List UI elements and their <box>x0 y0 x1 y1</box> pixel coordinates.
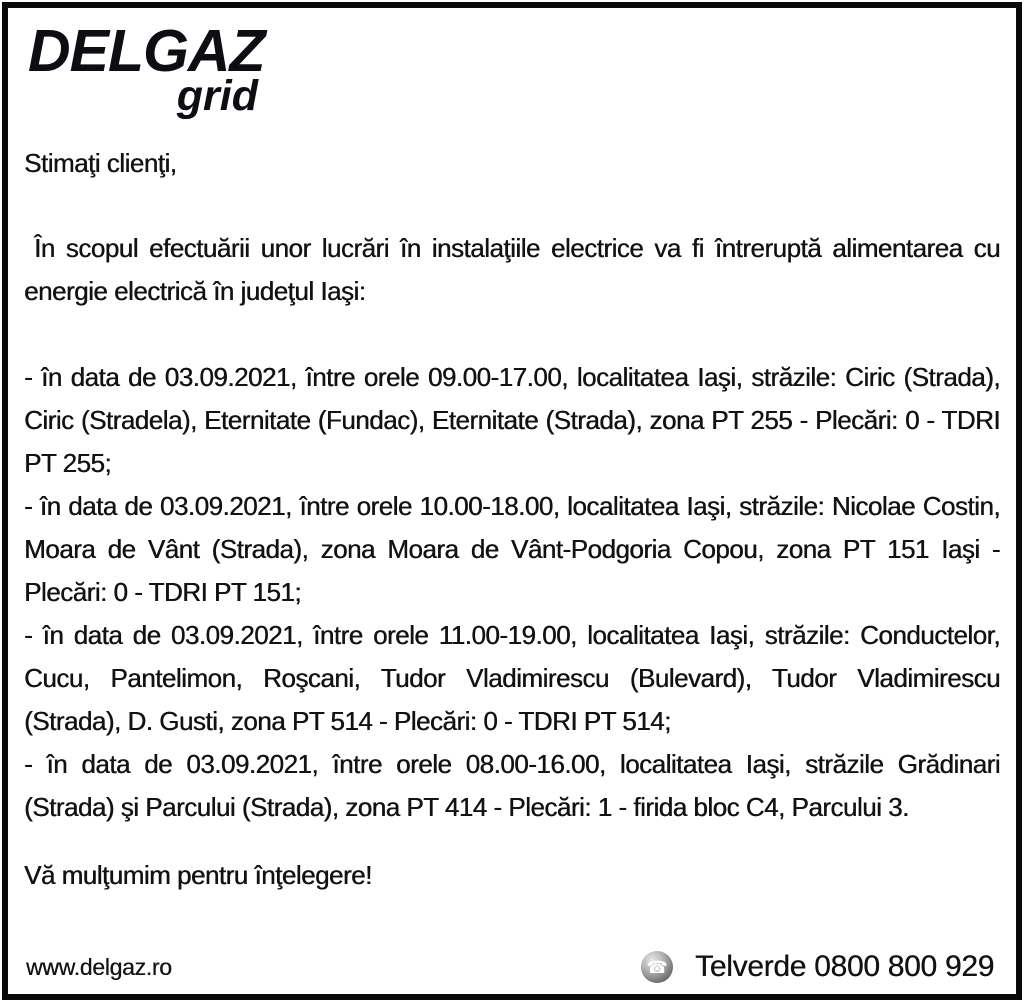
outage-item-3: - în data de 03.09.2021, între orele 11.00-19.00, localitatea Iaşi, străzile: Conductelor, Cucu, Pantelimon, Roşcani, Tudor Vladimirescu (Bulevard), Tudor Vladimirescu (Strada), D. Gusti, zona PT 514 - Plecări: 0 - TDRI PT 514; <box>24 620 1000 736</box>
footer <box>8 950 1016 984</box>
brand-subtitle: grid <box>176 72 258 120</box>
delgaz-grid-logo <box>28 18 265 120</box>
greeting-line: Stimaţi clienţi, <box>24 148 177 178</box>
phone-number: Telverde 0800 800 929 <box>695 950 994 983</box>
website-text: www.delgaz.ro <box>26 953 172 980</box>
notice-body <box>24 142 1000 897</box>
outage-item-1: - în data de 03.09.2021, între orele 09.00-17.00, localitatea Iaşi, străzile: Ciric (Strada), Ciric (Stradela), Eternitate (Fundac), Eternitate (Strada), zona PT 255 - Plecări: 0 - TDRI PT 255; <box>24 362 1000 478</box>
closing-line: Vă mulţumim pentru înţelegere! <box>24 860 372 890</box>
outage-list <box>24 356 1000 829</box>
notice-page <box>2 2 1022 1000</box>
intro-paragraph: În scopul efectuării unor lucrări în instalaţiile electrice va fi întreruptă alimentarea cu energie electrică în judeţul Iaşi: <box>24 233 1000 306</box>
phone-contact <box>641 950 994 984</box>
telephone-icon: ☎ <box>641 951 673 983</box>
outage-item-4: - în data de 03.09.2021, între orele 08.00-16.00, localitatea Iaşi, străzile Grădinari (Strada) şi Parcului (Strada), zona PT 414 - Plecări: 1 - firida bloc C4, Parcului 3. <box>24 749 1000 822</box>
brand-name: DELGAZ <box>28 18 265 84</box>
outage-item-2: - în data de 03.09.2021, între orele 10.00-18.00, localitatea Iaşi, străzile: Nicolae Costin, Moara de Vânt (Strada), zona Moara de Vânt-Podgoria Copou, zona PT 151 Iaşi - Plecări: 0 - TDRI PT 151; <box>24 491 1000 607</box>
